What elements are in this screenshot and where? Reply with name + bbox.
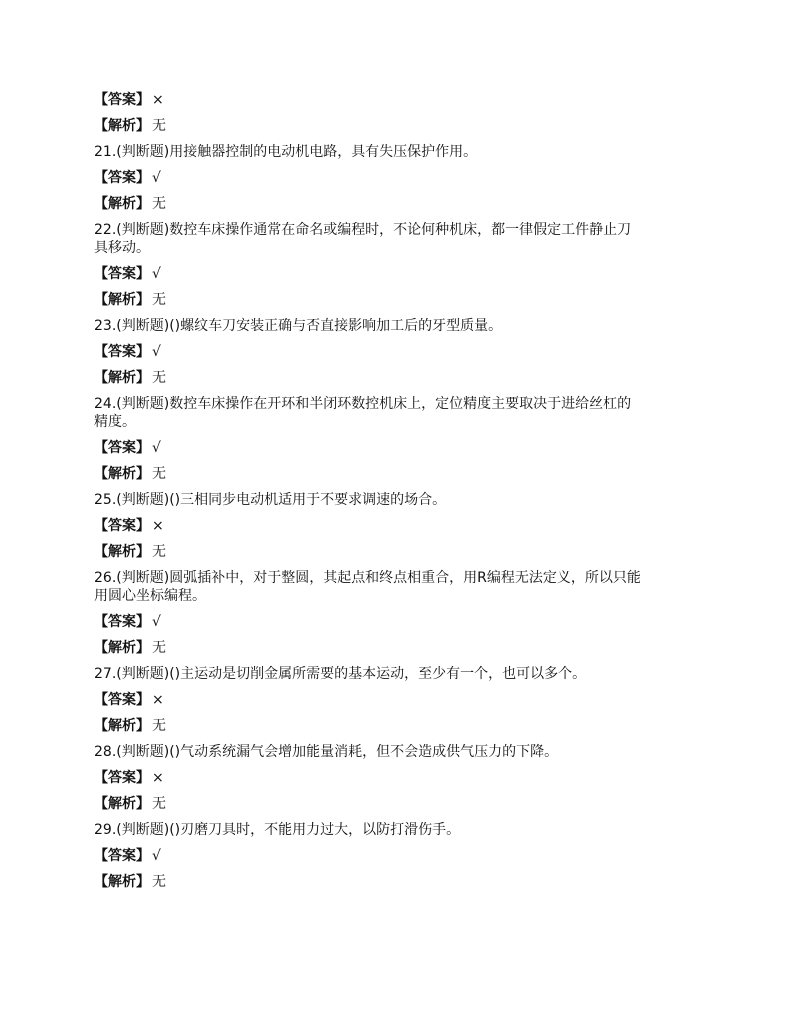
answer-label: 【答案】 bbox=[94, 92, 150, 108]
answer-line bbox=[94, 343, 714, 361]
answer-line bbox=[94, 847, 714, 865]
question-line: 28.(判断题)()气动系统漏气会增加能量消耗，但不会造成供气压力的下降。 bbox=[94, 744, 559, 760]
analysis-line bbox=[94, 465, 714, 483]
question-line: 具移动。 bbox=[94, 240, 150, 256]
answer-value: √ bbox=[152, 614, 161, 630]
analysis-value: 无 bbox=[152, 466, 166, 482]
analysis-value: 无 bbox=[152, 640, 166, 656]
question-line: 用圆心坐标编程。 bbox=[94, 588, 206, 604]
question-text bbox=[94, 143, 714, 161]
analysis-value: 无 bbox=[152, 544, 166, 560]
answer-line bbox=[94, 439, 714, 457]
analysis-label: 【解析】 bbox=[94, 640, 150, 656]
question-list bbox=[94, 91, 714, 899]
question-text bbox=[94, 821, 714, 839]
question-text bbox=[94, 665, 714, 683]
analysis-line bbox=[94, 795, 714, 813]
analysis-label: 【解析】 bbox=[94, 796, 150, 812]
answer-value: × bbox=[152, 770, 164, 786]
analysis-value: 无 bbox=[152, 370, 166, 386]
analysis-label: 【解析】 bbox=[94, 196, 150, 212]
lead-analysis-line bbox=[94, 117, 714, 135]
question-text bbox=[94, 569, 714, 605]
answer-line bbox=[94, 169, 714, 187]
answer-value: √ bbox=[152, 344, 161, 360]
question-line: 21.(判断题)用接触器控制的电动机电路，具有失压保护作用。 bbox=[94, 144, 478, 160]
answer-label: 【答案】 bbox=[94, 848, 150, 864]
answer-value: × bbox=[152, 92, 164, 108]
question-line: 24.(判断题)数控车床操作在开环和半闭环数控机床上，定位精度主要取决于进给丝杠的 bbox=[94, 396, 632, 412]
analysis-label: 【解析】 bbox=[94, 544, 150, 560]
answer-value: √ bbox=[152, 170, 161, 186]
answer-label: 【答案】 bbox=[94, 170, 150, 186]
analysis-value: 无 bbox=[152, 796, 166, 812]
analysis-label: 【解析】 bbox=[94, 718, 150, 734]
analysis-line bbox=[94, 639, 714, 657]
analysis-label: 【解析】 bbox=[94, 370, 150, 386]
answer-label: 【答案】 bbox=[94, 344, 150, 360]
lead-answer-line bbox=[94, 91, 714, 109]
analysis-label: 【解析】 bbox=[94, 466, 150, 482]
answer-line bbox=[94, 769, 714, 787]
question-line: 精度。 bbox=[94, 414, 136, 430]
answer-value: √ bbox=[152, 848, 161, 864]
answer-line bbox=[94, 691, 714, 709]
analysis-line bbox=[94, 195, 714, 213]
answer-value: √ bbox=[152, 266, 161, 282]
analysis-label: 【解析】 bbox=[94, 292, 150, 308]
answer-label: 【答案】 bbox=[94, 692, 150, 708]
question-line: 27.(判断题)()主运动是切削金属所需要的基本运动，至少有一个，也可以多个。 bbox=[94, 666, 587, 682]
answer-value: × bbox=[152, 692, 164, 708]
question-text bbox=[94, 317, 714, 335]
question-line: 22.(判断题)数控车床操作通常在命名或编程时，不论何种机床，都一律假定工件静止刀 bbox=[94, 222, 632, 238]
analysis-line bbox=[94, 291, 714, 309]
question-line: 23.(判断题)()螺纹车刀安装正确与否直接影响加工后的牙型质量。 bbox=[94, 318, 503, 334]
answer-label: 【答案】 bbox=[94, 770, 150, 786]
question-text bbox=[94, 743, 714, 761]
answer-label: 【答案】 bbox=[94, 440, 150, 456]
analysis-value: 无 bbox=[152, 874, 166, 890]
analysis-line bbox=[94, 369, 714, 387]
answer-label: 【答案】 bbox=[94, 266, 150, 282]
analysis-value: 无 bbox=[152, 118, 166, 134]
answer-value: × bbox=[152, 518, 164, 534]
analysis-value: 无 bbox=[152, 292, 166, 308]
answer-label: 【答案】 bbox=[94, 614, 150, 630]
question-text bbox=[94, 491, 714, 509]
analysis-label: 【解析】 bbox=[94, 874, 150, 890]
question-text bbox=[94, 221, 714, 257]
answer-line bbox=[94, 265, 714, 283]
answer-line bbox=[94, 613, 714, 631]
analysis-line bbox=[94, 717, 714, 735]
answer-line bbox=[94, 517, 714, 535]
analysis-line bbox=[94, 543, 714, 561]
question-line: 29.(判断题)()刃磨刀具时，不能用力过大，以防打滑伤手。 bbox=[94, 822, 461, 838]
answer-value: √ bbox=[152, 440, 161, 456]
question-line: 25.(判断题)()三相同步电动机适用于不要求调速的场合。 bbox=[94, 492, 447, 508]
analysis-label: 【解析】 bbox=[94, 118, 150, 134]
answer-label: 【答案】 bbox=[94, 518, 150, 534]
question-text bbox=[94, 395, 714, 431]
analysis-value: 无 bbox=[152, 196, 166, 212]
analysis-line bbox=[94, 873, 714, 891]
analysis-value: 无 bbox=[152, 718, 166, 734]
question-line: 26.(判断题)圆弧插补中，对于整圆，其起点和终点相重合，用R编程无法定义，所以只能 bbox=[94, 570, 641, 586]
